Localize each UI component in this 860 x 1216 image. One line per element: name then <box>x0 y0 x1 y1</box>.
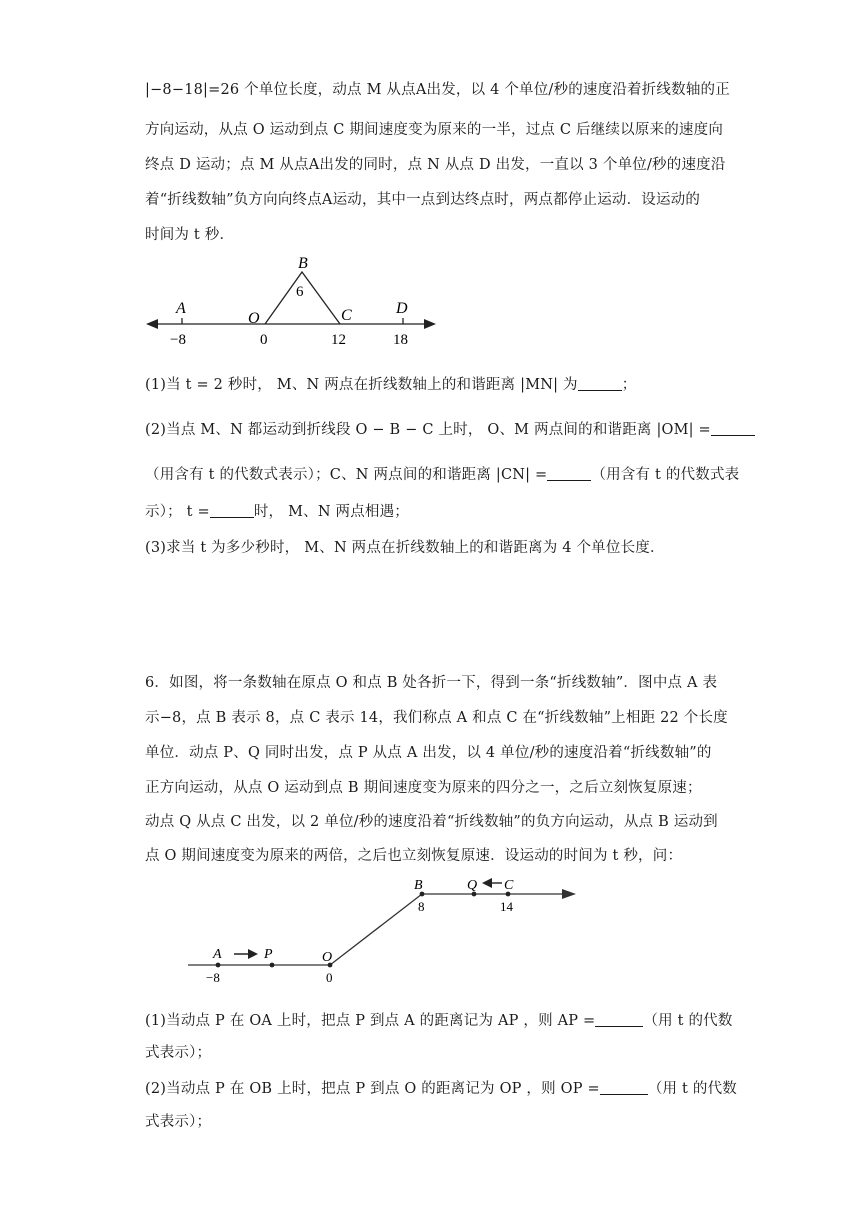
q6-line-2: 示−8，点 B 表示 8，点 C 表示 14，我们称点 A 和点 C 在“折线数轴”上相距 22 个长度 <box>145 710 728 726</box>
q5-subquestion-2-end <box>145 500 409 521</box>
q6-line-3: 单位．动点 P、Q 同时出发，点 P 从点 A 出发，以 4 单位/秒的速度沿着“折线数轴”的 <box>145 745 712 761</box>
q5-s2-text-5: 时， M、N 两点相遇； <box>253 504 410 520</box>
tick-label-C: 12 <box>331 332 346 348</box>
point-label-C: C <box>504 878 514 893</box>
q6-s2-text: (2)当动点 P 在 OB 上时，把点 P 到点 O 的距离记为 OP ，则 OP = <box>145 1081 600 1097</box>
q5-s2-text-3: （用含有 t 的代数式表 <box>591 467 740 483</box>
left-arrow-icon <box>482 878 492 888</box>
q5-s2-text-2: （用含有 t 的代数式表示）；C、N 两点间的和谐距离 |CN| = <box>145 467 548 483</box>
q6-line-4: 正方向运动，从点 O 运动到点 B 期间速度变为原来的四分之一，之后立刻恢复原速； <box>145 780 702 796</box>
q6-s1-text-2: （用 t 的代数 <box>643 1013 733 1029</box>
q6-subquestion-1-end: 式表示）； <box>145 1045 212 1061</box>
point-A <box>216 963 221 968</box>
right-arrow-icon <box>424 319 436 329</box>
q5-s1-text: (1)当 t = 2 秒时， M、N 两点在折线数轴上的和谐距离 |MN| 为 <box>145 377 578 393</box>
q6-folded-number-line <box>0 870 860 990</box>
q5-s2-text: (2)当点 M、N 都运动到折线段 O − B − C 上时， O、M 两点间的和谐距离 |OM| = <box>145 422 711 438</box>
point-label-P: P <box>264 947 273 962</box>
q5-line-1: |−8−18|=26 个单位长度，动点 M 从点A出发，以 4 个单位/秒的速度沿着折线数轴的正 <box>145 82 730 98</box>
q6-subquestion-1 <box>145 1009 733 1030</box>
tick-label-O: 0 <box>326 970 333 985</box>
q5-line-5: 时间为 t 秒． <box>145 227 235 243</box>
q6-line-6: 点 O 期间速度变为原来的两倍，之后也立刻恢复原速．设运动的时间为 t 秒，问： <box>145 848 683 864</box>
tick-label-A: −8 <box>170 332 186 348</box>
q5-line-2: 方向运动，从点 O 运动到点 C 期间速度变为原来的一半，过点 C 后继续以原来的速度向 <box>145 122 724 138</box>
q5-subquestion-3: (3)求当 t 为多少秒时， M、N 两点在折线数轴上的和谐距离为 4 个单位长度． <box>145 540 665 556</box>
q6-line-5: 动点 Q 从点 C 出发，以 2 单位/秒的速度沿着“折线数轴”的负方向运动，从点 B 运动到 <box>145 814 718 830</box>
point-P <box>270 963 275 968</box>
point-label-C: C <box>341 307 352 324</box>
point-label-O: O <box>248 310 260 327</box>
point-label-D: D <box>396 300 408 317</box>
point-label-B: B <box>414 878 423 893</box>
right-arrow-icon <box>248 949 258 959</box>
point-label-A: A <box>213 947 222 962</box>
tick-label-B: 8 <box>418 899 425 914</box>
answer-blank[interactable] <box>711 421 755 436</box>
q5-line-4: 着“折线数轴”负方向向终点A运动，其中一点到达终点时，两点都停止运动．设运动的 <box>145 192 701 208</box>
tick-label-A: −8 <box>206 970 220 985</box>
q5-s2-text-4: 示）； t = <box>145 504 210 520</box>
q5-s1-end: ； <box>621 377 637 393</box>
tick-label-B: 6 <box>296 284 304 300</box>
tick-label-D: 18 <box>393 332 408 348</box>
answer-blank[interactable] <box>600 1080 648 1095</box>
q6-subquestion-2 <box>145 1077 737 1098</box>
point-label-A: A <box>176 300 186 317</box>
q5-folded-number-line <box>0 252 860 352</box>
q6-subquestion-2-end: 式表示）； <box>145 1114 212 1130</box>
right-arrow-icon <box>562 889 576 899</box>
point-label-Q: Q <box>467 878 478 893</box>
q6-s1-text: (1)当动点 P 在 OA 上时，把点 P 到点 A 的距离记为 AP ，则 AP = <box>145 1013 596 1029</box>
left-arrow-icon <box>146 319 158 329</box>
q6-line-1: 6．如图，将一条数轴在原点 O 和点 B 处各折一下，得到一条“折线数轴”．图中点 A 表 <box>145 675 718 691</box>
q5-line-3: 终点 D 运动；点 M 从点A出发的同时，点 N 从点 D 出发，一直以 3 个单位/秒的速度沿 <box>145 157 726 173</box>
answer-blank[interactable] <box>595 1012 643 1027</box>
point-label-O: O <box>322 950 333 965</box>
q6-s2-text-2: （用 t 的代数 <box>647 1081 737 1097</box>
q5-subquestion-1 <box>145 373 636 394</box>
answer-blank[interactable] <box>547 466 591 481</box>
tick-label-C: 14 <box>500 899 513 914</box>
answer-blank[interactable] <box>578 376 622 391</box>
answer-blank[interactable] <box>210 503 254 518</box>
tick-label-O: 0 <box>260 332 268 348</box>
point-label-B: B <box>298 255 308 272</box>
q5-subquestion-2 <box>145 418 755 439</box>
q5-subquestion-2-cont <box>145 463 739 484</box>
